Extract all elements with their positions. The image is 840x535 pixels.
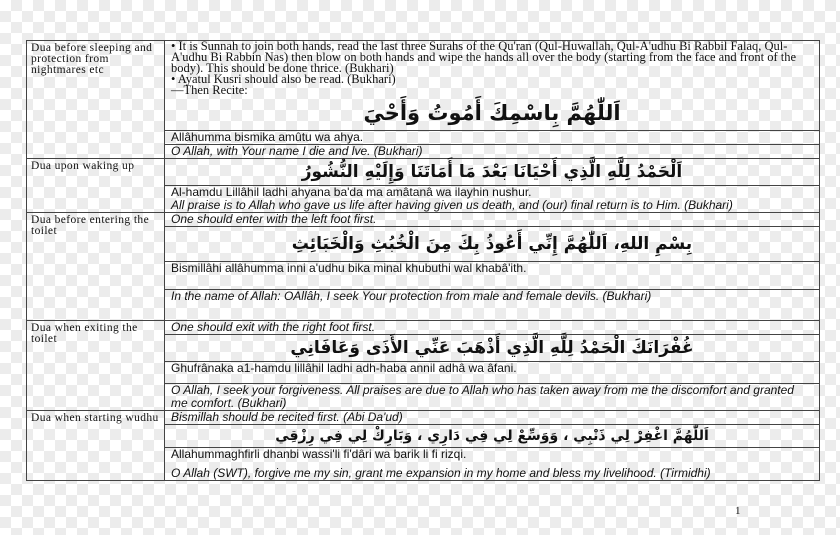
row-label: Dua before entering the toilet (27, 213, 165, 321)
row-label: Dua before sleeping and protection from nightmares etc (27, 41, 165, 159)
table-row (27, 321, 820, 411)
table-row (27, 411, 820, 481)
translation: O Allah, with Your name I die and lve. (Bukhari) (171, 144, 423, 158)
row-label: Dua when exiting the toilet (27, 321, 165, 411)
instruction: Bismillah should be recited first. (Abi Da'ud) (171, 410, 403, 424)
translation: O Allah, I seek your forgiveness. All praises are due to Allah who has taken away from me the discomfort and granted me comfort. (Bukhari) (171, 383, 794, 410)
page-number: 1 (735, 505, 741, 517)
arabic-text: غُفْرَانَكَ الْحَمْدُ لِلَّهِ الَّذِي أَذْهَبَ عَنِّي الأَذَى وَعَافَانِي (290, 338, 694, 358)
arabic-text: اَللّٰهُمَّ اغْفِرْ لِي ذَنْبِي ، وَوَسِّعْ لِي فِي دَارِي ، وَبَارِكْ لِي فِي رِزْقِي (275, 428, 709, 444)
row-content (165, 213, 820, 321)
translation: O Allah (SWT), forgive me my sin, grant me expansion in my home and bless my livelihood. (Tirmidhi) (171, 466, 711, 480)
translation: In the name of Allah: OAllâh, I seek Your protection from male and female devils. (Bukhari) (171, 289, 652, 303)
document-page (26, 40, 820, 515)
transliteration: Al-hamdu Lillâhil ladhi ahyana ba'da ma amâtanâ wa ilayhin nushur. (171, 185, 532, 199)
transliteration: Ghufrânaka a1-hamdu lillâhil ladhi adh-haba annil adhâ wa âfani. (171, 361, 517, 375)
row-label: Dua when starting wudhu (27, 411, 165, 481)
row-label: Dua upon waking up (27, 159, 165, 213)
table-row (27, 41, 820, 159)
row-content (165, 411, 820, 481)
instruction: One should exit with the right foot first. (171, 320, 376, 334)
bullet-text: • It is Sunnah to join both hands, read the last three Surahs of the Qu'ran (Qul-Huwallah, Qul-A'udhu Bi Rabbil Falaq, Qul-A'udhu Bi Rabbin Nas) then blow on both hands and wipe the hands all over the body (starting from the face and front of the body). This should be done thrice. (Bukhari) (171, 39, 797, 75)
arabic-text: بِسْمِ اللهِ، اَللّٰهُمَّ إِنِّي أَعُوذُ بِكَ مِنَ الْخُبُثِ وَالْخَبَائِثِ (291, 234, 693, 254)
row-content (165, 321, 820, 411)
transliteration: Allâhumma bismika amûtu wa ahya. (171, 130, 364, 144)
row-content (165, 159, 820, 213)
row-content (165, 41, 820, 159)
transliteration: Allahummaghfirli dhanbi wassi'li fi'dâri wa barik li fi rizqi. (171, 447, 467, 461)
transliteration: Bismillâhi allâhumma inni a'udhu bika minal khubuthi wal khabâ'ith. (171, 261, 527, 275)
arabic-text: اَلْحَمْدُ لِلَّهِ الَّذِي أَحْيَانَا بَعْدَ مَا أَمَاتَنَا وَإِلَيْهِ النُّشُورُ (301, 162, 683, 182)
bullet-text: • Ayatul Kusri should also be read. (Bukhari) (171, 72, 396, 86)
table-row (27, 159, 820, 213)
arabic-text: اَللّٰهُمَّ بِاسْمِكَ أَمُوتُ وَأَحْيَ (363, 101, 621, 125)
translation: All praise is to Allah who gave us life after having given us death, and (our) final return is to Him. (Bukhari) (171, 198, 733, 212)
then-recite: —Then Recite: (171, 83, 248, 97)
dua-table (26, 40, 820, 481)
instruction: One should enter with the left foot first. (171, 212, 377, 226)
table-row (27, 213, 820, 321)
